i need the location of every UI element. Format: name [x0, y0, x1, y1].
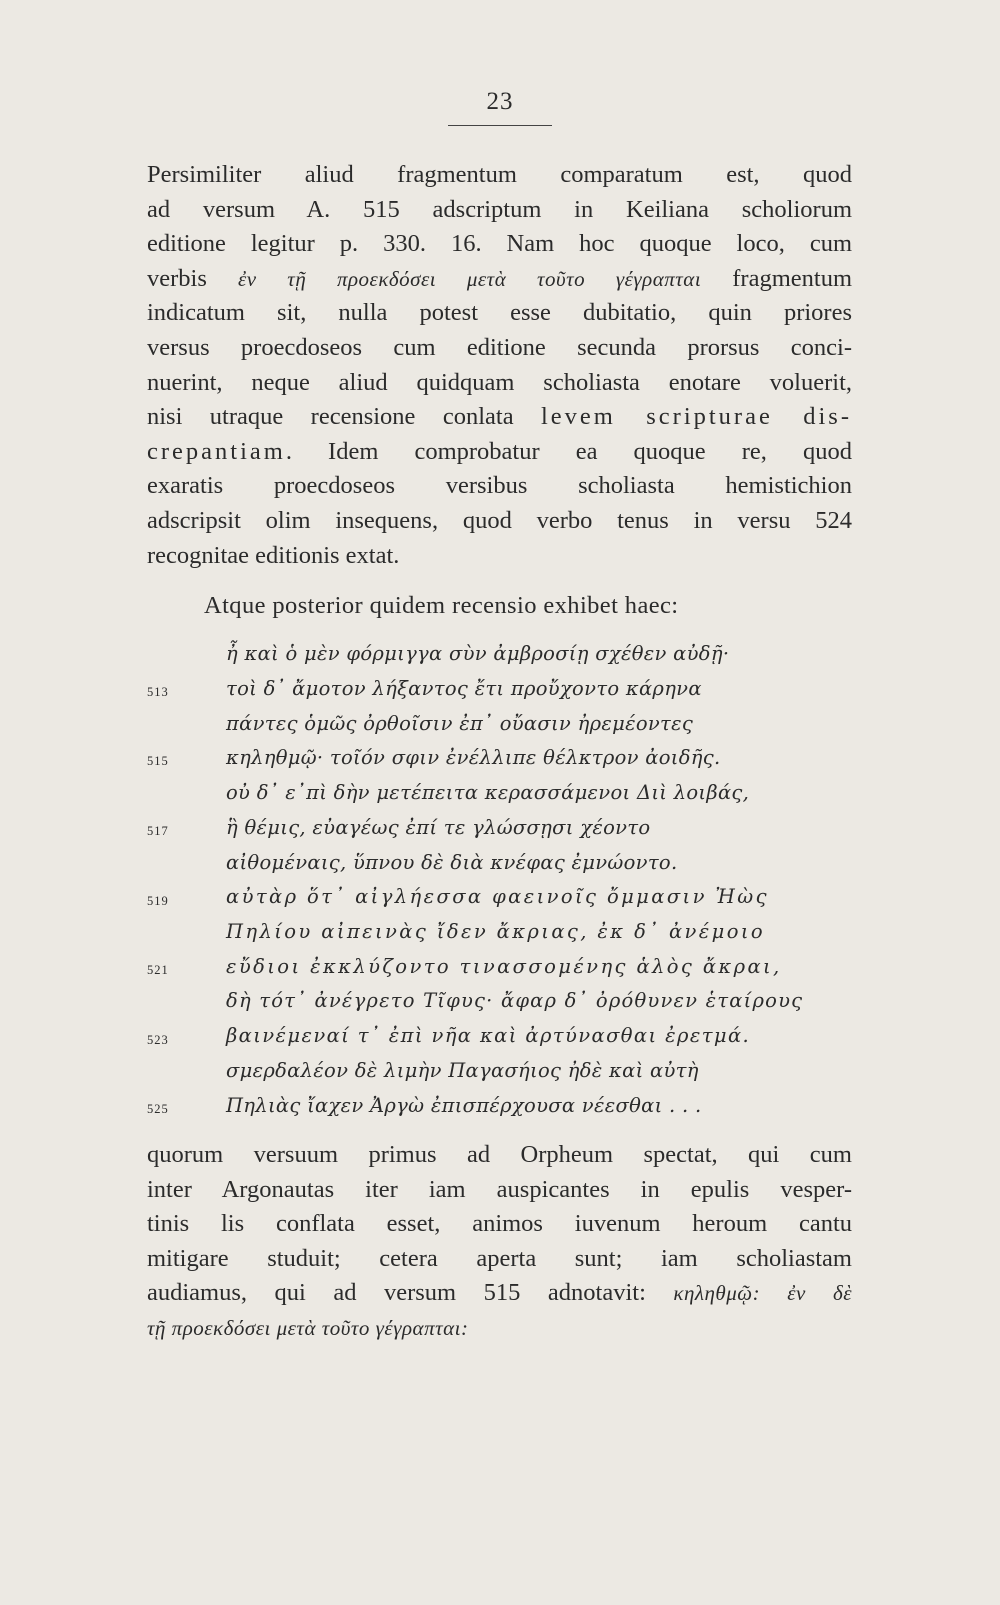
text-line: Persimiliter aliud fragmentum comparatum est, quod	[147, 161, 852, 188]
text-line	[147, 262, 852, 297]
verse-line: ἦ καὶ ὁ μὲν φόρμιγγα σὺν ἀμβροσίῃ σχέθεν αὐδῇ·	[226, 642, 730, 665]
text-line: adscripsit olim insequens, quod verbo tenus in versu 524	[147, 506, 852, 534]
text-line: editione legitur p. 330. 16. Nam hoc quoque loco, cum	[147, 230, 852, 258]
line-number: 519	[147, 894, 169, 908]
line-number: 517	[147, 824, 169, 838]
emphasized-text: levem scripturae dis-	[540, 403, 852, 431]
verse-line: κηληθμῷ· τοῖόν σφιν ἐνέλλιπε θέλκτρον ἀοιδῆς.	[226, 746, 721, 769]
text-line	[147, 435, 852, 470]
verse-line: οὐ δ᾿ ε᾿πὶ δὴν μετέπειτα κερασσάμενοι Διὶ λοιβάς,	[226, 781, 750, 804]
line-number: 521	[147, 963, 169, 977]
verse-line: τοὶ δ᾿ ἄμοτον λήξαντος ἔτι προὔχοντο κάρηνα	[226, 677, 702, 700]
verse-line: Πηλίου αἰπεινὰς ἴδεν ἄκριας, ἐκ δ᾿ ἀνέμοιο	[226, 920, 766, 943]
line-number: 523	[147, 1033, 169, 1047]
text-line: ad versum A. 515 adscriptum in Keiliana scholiorum	[147, 195, 852, 223]
verse-line: σμερδαλέον δὲ λιμὴν Παγασήιος ἠδὲ καὶ αὐτὴ	[226, 1059, 699, 1082]
verse-line: πάντες ὁμῶς ὀρθοῖσιν ἐπ᾿ οὔασιν ἠρεμέοντες	[226, 712, 694, 735]
text-line	[147, 400, 852, 435]
paragraph-2	[147, 1138, 852, 1346]
text-line: tinis lis conflata esset, animos iuvenum heroum cantu	[147, 1210, 852, 1238]
text-line: mitigare studuit; cetera aperta sunt; iam scholiastam	[147, 1244, 852, 1272]
verse-line: αὐτὰρ ὅτ᾿ αἰγλήεσσα φαεινοῖς ὄμμασιν Ἠὼς	[226, 885, 769, 908]
line-number: 515	[147, 754, 169, 768]
verse-line: Πηλιὰς ἴαχεν Ἀργὼ ἐπισπέρχουσα νέεσθαι . . .	[226, 1094, 702, 1117]
text-line: quorum versuum primus ad Orpheum spectat, qui cum	[147, 1141, 852, 1168]
latin-text: verbis	[147, 264, 238, 292]
greek-quote: κηληθμῷ: ἐν δὲ	[673, 1281, 852, 1306]
page-number-rule	[448, 125, 552, 126]
text-line: nuerint, neque aliud quidquam scholiasta enotare voluerit,	[147, 368, 852, 396]
latin-text: nisi utraque recensione conlata	[147, 403, 541, 431]
latin-text: . Idem comprobatur ea quoque re, quod	[285, 437, 852, 465]
text-line: recognitae editionis extat.	[147, 541, 400, 569]
line-number: 525	[147, 1102, 169, 1116]
verse-line: αἰθομέναις, ὕπνου δὲ διὰ κνέφας ἐμνώοντο.	[226, 851, 678, 874]
paragraph-1	[147, 158, 852, 573]
greek-quote: τῇ προεκδόσει μετὰ τοῦτο γέγραπται:	[147, 1315, 469, 1340]
line-number: 513	[147, 685, 169, 699]
latin-text: audiamus, qui ad versum 515 adnotavit:	[147, 1279, 674, 1307]
verse-line: εὔδιοι ἐκκλύζοντο τινασσομένης ἁλὸς ἄκραι,	[226, 955, 782, 978]
verse-line: δὴ τότ᾿ ἀνέγρετο Τῖφυς· ἄφαρ δ᾿ ὀρόθυνεν ἑταίρους	[226, 989, 804, 1012]
page-number: 23	[486, 88, 514, 115]
text-line: versus proecdoseos cum editione secunda prorsus conci-	[147, 333, 852, 361]
greek-quote: ἐν τῇ προεκδόσει μετὰ τοῦτο γέγραπται	[237, 266, 702, 291]
intro-line: Atque posterior quidem recensio exhibet haec:	[204, 592, 679, 619]
verse-line: βαινέμεναί τ᾿ ἐπὶ νῆα καὶ ἀρτύνασθαι ἐρετμά.	[226, 1024, 751, 1047]
text-line: indicatum sit, nulla potest esse dubitatio, quin priores	[147, 299, 852, 327]
emphasized-text: crepantiam	[147, 437, 286, 465]
text-line: exaratis proecdoseos versibus scholiasta hemistichion	[147, 472, 852, 500]
latin-text: fragmentum	[701, 264, 853, 292]
verse-line: ἣ θέμις, εὐαγέως ἐπί τε γλώσσῃσι χέοντο	[226, 816, 651, 839]
text-line	[147, 1276, 852, 1311]
text-line	[147, 1311, 852, 1346]
text-line: inter Argonautas iter iam auspicantes in epulis vesper-	[147, 1175, 852, 1203]
